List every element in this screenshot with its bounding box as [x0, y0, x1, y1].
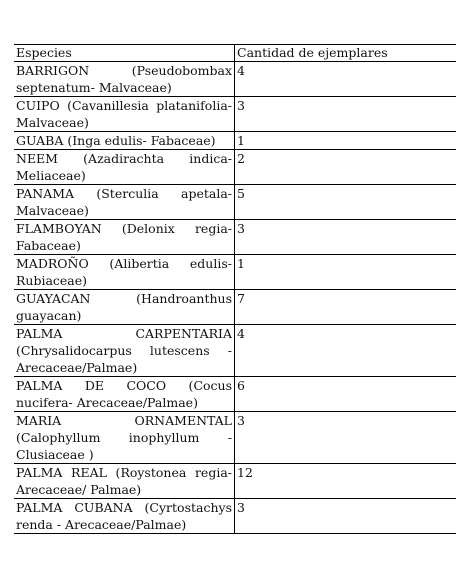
species-cell: PALMA CUBANA (Cyrtostachys renda - Arecaceae/Palmae)	[14, 499, 235, 533]
table-row	[14, 220, 456, 255]
table-header-row	[14, 45, 456, 62]
species-cell: GUABA (Inga edulis- Fabaceae)	[14, 132, 235, 149]
table-row	[14, 290, 456, 325]
species-cell: PALMA DE COCO (Cocus nucifera- Arecaceae/Palmae)	[14, 377, 235, 411]
count-cell: 3	[237, 98, 245, 113]
species-table	[14, 44, 456, 534]
table-row	[14, 132, 456, 150]
species-cell: MADROÑO (Alibertia edulis- Rubiaceae)	[14, 255, 235, 289]
table-row	[14, 377, 456, 412]
table-row	[14, 97, 456, 132]
count-cell: 2	[237, 151, 245, 166]
table-row	[14, 150, 456, 185]
table-row	[14, 499, 456, 534]
species-cell: GUAYACAN (Handroanthus guayacan)	[14, 290, 235, 324]
count-cell: 6	[237, 378, 245, 393]
species-cell: PALMA CARPENTARIA (Chrysalidocarpus lutescens - Arecaceae/Palmae)	[14, 325, 235, 376]
species-cell: CUIPO (Cavanillesia platanifolia-Malvaceae)	[14, 97, 235, 131]
count-cell: 7	[237, 291, 245, 306]
count-cell: 4	[237, 63, 245, 78]
table-row	[14, 464, 456, 499]
count-cell: 3	[237, 413, 245, 428]
species-cell: PANAMA (Sterculia apetala- Malvaceae)	[14, 185, 235, 219]
count-cell: 3	[237, 500, 245, 515]
table-row	[14, 62, 456, 97]
header-species: Especies	[14, 45, 235, 61]
count-cell: 4	[237, 326, 245, 341]
species-cell: NEEM (Azadirachta indica- Meliaceae)	[14, 150, 235, 184]
count-cell: 3	[237, 221, 245, 236]
species-cell: FLAMBOYAN (Delonix regia- Fabaceae)	[14, 220, 235, 254]
species-cell: MARIA ORNAMENTAL (Calophyllum inophyllum - Clusiaceae )	[14, 412, 235, 463]
table-row	[14, 412, 456, 464]
table-row	[14, 325, 456, 377]
species-cell: PALMA REAL (Roystonea regia- Arecaceae/ Palmae)	[14, 464, 235, 498]
count-cell: 12	[237, 465, 253, 480]
table-row	[14, 185, 456, 220]
count-cell: 1	[237, 256, 245, 271]
count-cell: 5	[237, 186, 245, 201]
count-cell: 1	[237, 133, 245, 148]
header-count: Cantidad de ejemplares	[237, 45, 388, 60]
table-row	[14, 255, 456, 290]
species-cell: BARRIGON (Pseudobombax septenatum- Malvaceae)	[14, 62, 235, 96]
